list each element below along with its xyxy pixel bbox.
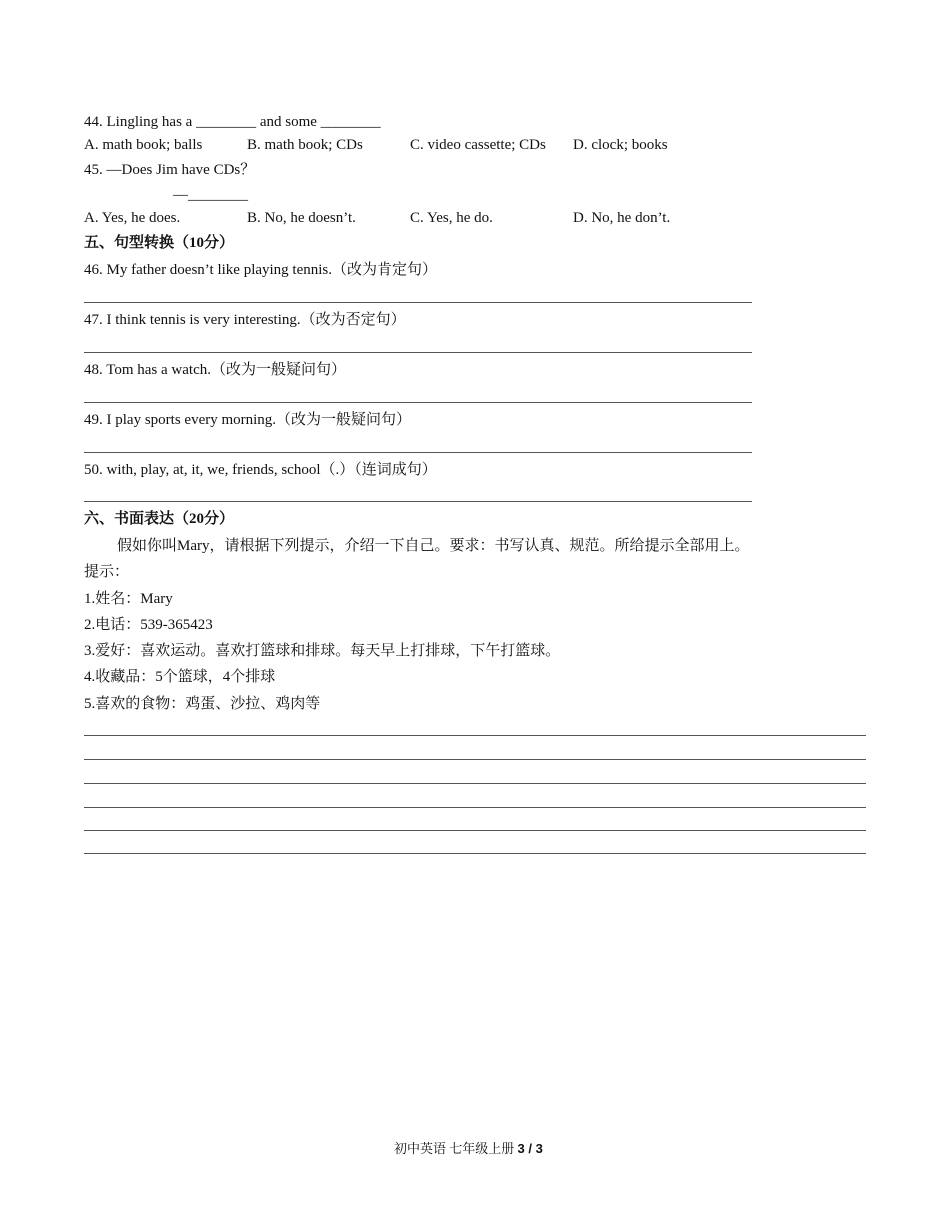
answer-line-46 — [84, 302, 752, 303]
question-49: 49. I play sports every morning.（改为一般疑问句） — [84, 412, 412, 428]
question-44-option-b: B. math book; CDs — [247, 137, 363, 153]
answer-line-49 — [84, 452, 752, 453]
writing-line — [84, 807, 866, 808]
answer-line-50 — [84, 501, 752, 502]
hint-item: 3.爱好：喜欢运动。喜欢打篮球和排球。每天早上打排球，下午打篮球。 — [84, 643, 561, 659]
writing-line — [84, 853, 866, 854]
page-footer — [394, 1140, 543, 1158]
question-47: 47. I think tennis is very interesting.（改为否定句） — [84, 312, 406, 328]
question-45-stem: 45. —Does Jim have CDs？ — [84, 162, 256, 178]
writing-line — [84, 830, 866, 831]
hints-label: 提示： — [84, 564, 130, 580]
footer-label: 初中英语 七年级上册 — [394, 1141, 515, 1156]
question-44-option-d: D. clock; books — [573, 137, 668, 153]
writing-line — [84, 783, 866, 784]
question-44-stem: 44. Lingling has a ________ and some ________ — [84, 114, 381, 130]
question-44-option-c: C. video cassette; CDs — [410, 137, 546, 153]
question-48: 48. Tom has a watch.（改为一般疑问句） — [84, 362, 346, 378]
question-45-option-a: A. Yes, he does. — [84, 210, 181, 226]
hint-item: 5.喜欢的食物：鸡蛋、沙拉、鸡肉等 — [84, 696, 321, 712]
question-50: 50. with, play, at, it, we, friends, school（.）（连词成句） — [84, 462, 437, 478]
question-45-reply: —________ — [173, 187, 248, 203]
question-44-option-a: A. math book; balls — [84, 137, 203, 153]
hint-item: 2.电话：539-365423 — [84, 617, 213, 633]
writing-prompt: 假如你叫Mary，请根据下列提示，介绍一下自己。要求：书写认真、规范。所给提示全部用上。 — [117, 538, 750, 554]
hint-item: 1.姓名：Mary — [84, 591, 173, 607]
section-5-title: 五、句型转换（10分） — [84, 235, 235, 251]
question-45-option-d: D. No, he don’t. — [573, 210, 671, 226]
question-45-option-c: C. Yes, he do. — [410, 210, 493, 226]
question-45-option-b: B. No, he doesn’t. — [247, 210, 356, 226]
answer-line-47 — [84, 352, 752, 353]
hint-item: 4.收藏品：5个篮球，4个排球 — [84, 669, 276, 685]
section-6-title: 六、书面表达（20分） — [84, 511, 235, 527]
page-number: 3 / 3 — [517, 1141, 543, 1156]
writing-line — [84, 759, 866, 760]
question-46: 46. My father doesn’t like playing tennis.（改为肯定句） — [84, 262, 438, 278]
writing-line — [84, 735, 866, 736]
answer-line-48 — [84, 402, 752, 403]
